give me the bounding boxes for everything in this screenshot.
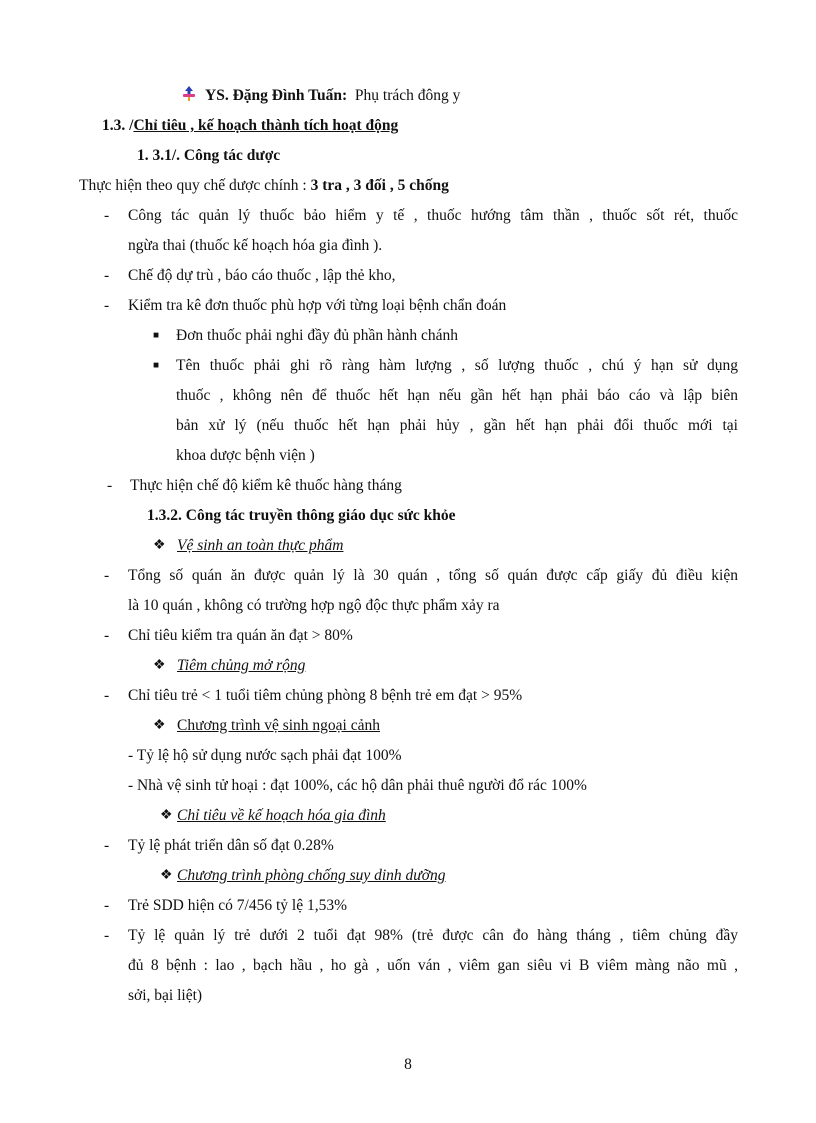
- dash-marker: -: [104, 837, 110, 854]
- intro-bold: 3 tra , 3 đối , 5 chống: [310, 177, 449, 194]
- diamond-bullet: ❖: [153, 538, 166, 553]
- sub5-dash2-line1: Tỷ lệ quản lý trẻ dưới 2 tuổi đạt 98% (trẻ được cân đo hàng tháng , tiêm chủng đầy: [128, 927, 738, 944]
- dash-marker: -: [104, 267, 110, 284]
- sub1-title: Vệ sinh an toàn thực phẩm: [177, 537, 344, 554]
- dash-marker: -: [107, 477, 113, 494]
- square-bullet: ■: [153, 330, 160, 341]
- dash1-line2: ngừa thai (thuốc kế hoạch hóa gia đình ).: [128, 237, 383, 254]
- section-1-3-title: Chỉ tiêu , kế hoạch thành tích hoạt động: [133, 117, 399, 134]
- person-name: YS. Đặng Đình Tuấn:: [205, 87, 348, 104]
- diamond-bullet: ❖: [153, 718, 166, 733]
- dash-marker: -: [104, 687, 110, 704]
- square-bullet: ■: [153, 360, 160, 371]
- dash-marker: -: [104, 567, 110, 584]
- dash-marker: -: [104, 897, 110, 914]
- section-1-3-2-heading: 1.3.2. Công tác truyền thông giáo dục sức khỏe: [147, 507, 456, 524]
- dash3-text: Kiểm tra kê đơn thuốc phù hợp với từng loại bệnh chẩn đoán: [128, 297, 507, 314]
- dash-marker: -: [104, 627, 110, 644]
- bullet1-text: Đơn thuốc phải nghi đầy đủ phần hành chánh: [176, 327, 458, 344]
- sub2-title: Tiêm chủng mở rộng: [177, 657, 306, 674]
- dash-marker: -: [104, 927, 110, 944]
- bullet2-line2: thuốc , không nên để thuốc hết hạn nếu gần hết hạn phải báo cáo và lập biên: [176, 387, 738, 404]
- intro-text: Thực hiện theo quy chế dược chính :: [79, 177, 311, 194]
- dash-marker: -: [104, 297, 110, 314]
- person-line: [205, 86, 460, 106]
- diamond-bullet: ❖: [160, 868, 173, 883]
- intro-line: [79, 176, 449, 196]
- sub3-title: Chương trình vệ sinh ngoại cảnh: [177, 717, 380, 734]
- sub1-dash1-line2: là 10 quán , không có trường hợp ngộ độc thực phẩm xảy ra: [128, 597, 500, 614]
- sub2-dash1: Chỉ tiêu trẻ < 1 tuổi tiêm chủng phòng 8 bệnh trẻ em đạt > 95%: [128, 687, 523, 704]
- bullet2-line3: bản xử lý (nếu thuốc hết hạn phải hủy , gần hết hạn phải đổi thuốc mới tại: [176, 417, 738, 434]
- sub3-line2: - Nhà vệ sinh tử hoại : đạt 100%, các hộ dân phải thuê người đổ rác 100%: [128, 777, 587, 794]
- section-1-3-1-heading: 1. 3.1/. Công tác dược: [137, 147, 281, 164]
- diamond-bullet: ❖: [160, 808, 173, 823]
- diamond-bullet: ❖: [153, 658, 166, 673]
- person-role: Phụ trách đông y: [354, 87, 461, 104]
- sub1-dash2: Chỉ tiêu kiểm tra quán ăn đạt > 80%: [128, 627, 353, 644]
- sub4-dash1: Tỷ lệ phát triển dân số đạt 0.28%: [128, 837, 334, 854]
- section-1-3-heading: [102, 116, 398, 136]
- sub3-line1: - Tỷ lệ hộ sử dụng nước sạch phải đạt 100%: [128, 747, 402, 764]
- sub1-dash1-line1: Tổng số quán ăn được quản lý là 30 quán , tổng số quán được cấp giấy đủ điều kiện: [128, 567, 738, 584]
- sub5-dash2-line3: sởi, bại liệt): [128, 987, 203, 1004]
- page-number: 8: [404, 1056, 412, 1073]
- sub5-dash2-line2: đủ 8 bệnh : lao , bạch hầu , ho gà , uốn ván , viêm gan siêu vi B viêm màng não mũ ,: [128, 957, 738, 974]
- pushpin-icon: [181, 85, 197, 101]
- dash4-text: Thực hiện chế độ kiểm kê thuốc hàng tháng: [130, 477, 402, 494]
- dash-marker: -: [104, 207, 110, 224]
- sub5-title: Chương trình phòng chống suy dinh dưỡng: [177, 867, 446, 884]
- dash2-text: Chế độ dự trù , báo cáo thuốc , lập thẻ kho,: [128, 267, 396, 284]
- bullet2-line4: khoa dược bệnh viện ): [176, 447, 315, 464]
- dash1-line1: Công tác quản lý thuốc bảo hiểm y tế , thuốc hướng tâm thần , thuốc sốt rét, thuốc: [128, 207, 738, 224]
- sub5-dash1: Trẻ SDD hiện có 7/456 tỷ lệ 1,53%: [128, 897, 347, 914]
- sub4-title: Chỉ tiêu về kế hoạch hóa gia đình: [177, 807, 386, 824]
- bullet2-line1: Tên thuốc phải ghi rõ ràng hàm lượng , số lượng thuốc , chú ý hạn sử dụng: [176, 357, 738, 374]
- section-1-3-number: 1.3. /: [102, 117, 134, 134]
